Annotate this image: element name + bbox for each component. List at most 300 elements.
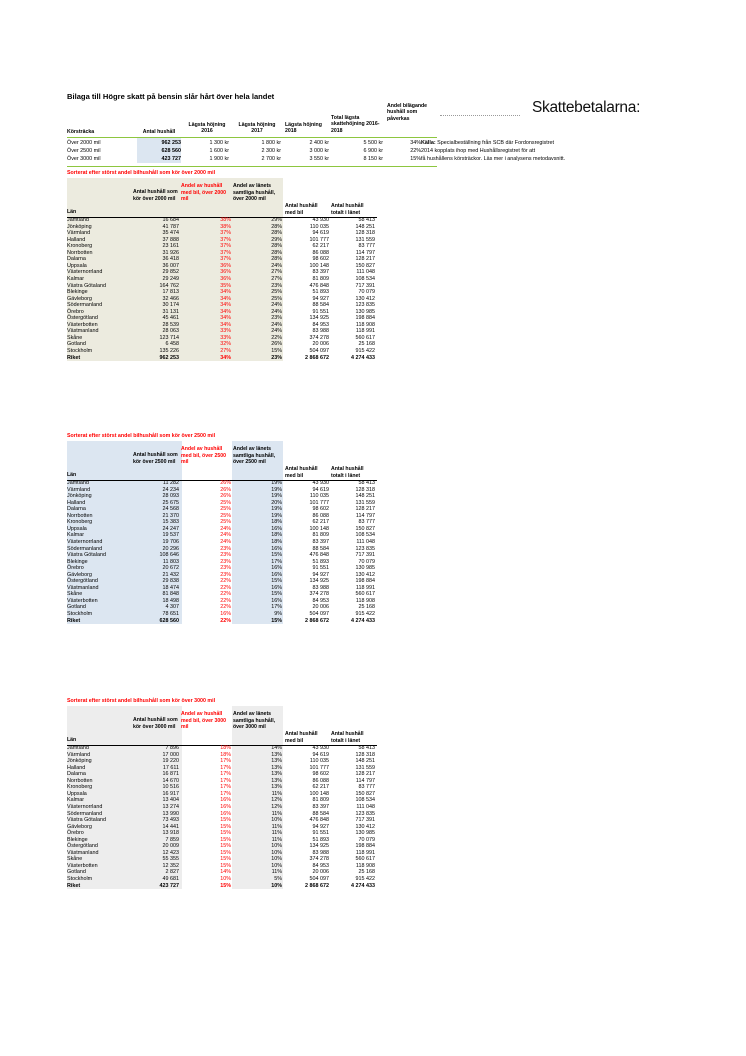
cell-andel_bil: 26% [220, 480, 231, 486]
summary-cell-total: 6 900 kr [363, 148, 383, 154]
county-row [67, 811, 387, 818]
cell-med_bil: 62 217 [312, 243, 329, 250]
section-header-andel_lan: Andel av länets samtliga hushåll, över 3000 mil [233, 711, 276, 730]
cell-lan: Gotland [67, 341, 86, 348]
source-note-label: Källa: [421, 140, 436, 146]
cell-med_bil: 86 088 [312, 512, 329, 519]
cell-antal: 20 672 [162, 565, 179, 572]
cell-andel_lan: 11% [271, 869, 282, 876]
cell-med_bil: 504 097 [309, 611, 329, 617]
cell-antal: 16 684 [162, 217, 179, 223]
cell-lan: Stockholm [67, 348, 93, 354]
cell-med_bil: 81 809 [312, 532, 329, 539]
summary-cell-h2017: 2 700 kr [261, 156, 281, 162]
cell-lan: Dalarna [67, 506, 86, 513]
cell-med_bil: 98 602 [312, 771, 329, 778]
cell-lan: Värmland [67, 751, 91, 758]
county-row [67, 804, 387, 811]
cell-andel_lan: 11% [271, 830, 282, 837]
total-row [67, 883, 387, 890]
cell-totalt: 83 777 [358, 519, 375, 526]
cell-lan: Värmland [67, 230, 91, 237]
cell-med_bil: 91 551 [312, 830, 329, 837]
cell-totalt: 148 251 [355, 758, 375, 765]
county-row [67, 519, 387, 526]
cell-antal: 28 093 [162, 493, 179, 500]
county-row [67, 837, 387, 844]
county-row [67, 791, 387, 798]
cell-antal: 7 896 [165, 745, 179, 751]
cell-andel_bil: 23% [220, 565, 231, 572]
cell-andel_lan: 25% [271, 289, 282, 296]
cell-andel_lan: 10% [271, 856, 282, 863]
cell-andel_lan: 29% [271, 236, 282, 243]
cell-med_bil: 94 619 [312, 486, 329, 493]
cell-med_bil: 51 893 [312, 289, 329, 296]
summary-cell-label: Över 3000 mil [67, 156, 101, 162]
summary-cell-andel: 15% [410, 156, 421, 162]
cell-antal: 164 762 [159, 282, 179, 289]
section-header-med_bil: Antal hushåll med bil [285, 731, 318, 744]
cell-andel_lan: 27% [271, 275, 282, 282]
summary-cell-antal: 628 560 [161, 148, 181, 154]
cell-antal: 73 493 [162, 817, 179, 824]
cell-andel_bil: 34% [220, 295, 231, 302]
cell-andel_bil: 15% [220, 836, 231, 843]
summary-row [67, 147, 437, 155]
cell-lan: Västmanland [67, 584, 99, 591]
cell-antal: 11 803 [162, 558, 179, 565]
cell-andel_bil: 17% [220, 790, 231, 797]
cell-totalt: 123 835 [355, 810, 375, 817]
cell-antal: 28 539 [162, 321, 179, 328]
cell-andel_lan: 9% [274, 611, 282, 617]
county-row [67, 217, 387, 224]
section-header-med_bil: Antal hushåll med bil [285, 466, 318, 479]
county-row [67, 328, 387, 335]
cell-med_bil: 476 848 [309, 817, 329, 824]
cell-andel_lan: 11% [271, 810, 282, 817]
cell-totalt: 118 908 [355, 321, 375, 328]
cell-lan: Halland [67, 764, 86, 771]
section-header-antal: Antal hushåll som kör över 2500 mil [133, 452, 178, 465]
cell-totalt: 83 777 [358, 784, 375, 791]
cell-med_bil: 83 988 [312, 328, 329, 335]
cell-med_bil: 91 551 [312, 308, 329, 315]
cell-andel_bil: 16% [220, 797, 231, 804]
cell-lan: Gotland [67, 604, 86, 611]
cell-andel_lan: 16% [271, 584, 282, 591]
cell-antal: 11 282 [162, 480, 179, 486]
cell-lan: Gotland [67, 869, 86, 876]
cell-lan: Östergötland [67, 578, 98, 585]
cell-lan: Uppsala [67, 790, 87, 797]
summary-cell-h2018: 3 550 kr [309, 156, 329, 162]
cell-totalt: 118 991 [355, 849, 375, 856]
cell-antal: 24 234 [162, 486, 179, 493]
cell-andel_lan: 23% [271, 315, 282, 322]
cell-andel_lan: 19% [271, 493, 282, 500]
summary-cell-h2016: 1 300 kr [209, 140, 229, 146]
skattebetalarna-logo: Skattebetalarna: [532, 99, 641, 116]
county-row [67, 765, 387, 772]
cell-lan: Gävleborg [67, 823, 92, 830]
cell-totalt: 83 777 [358, 243, 375, 250]
cell-med_bil: 94 927 [312, 823, 329, 830]
cell-totalt: 717 391 [355, 552, 375, 559]
header-korstracka: Körsträcka [67, 129, 95, 135]
cell-antal: 36 418 [162, 256, 179, 263]
cell-andel_bil: 18% [220, 745, 231, 751]
cell-med_bil: 110 035 [309, 758, 329, 765]
cell-andel_bil: 25% [220, 499, 231, 506]
county-row [67, 263, 387, 270]
section-header-totalt: Antal hushåll totalt i länet [331, 466, 364, 479]
cell-andel_bil: 14% [220, 869, 231, 876]
cell-andel_bil: 34% [220, 354, 231, 361]
cell-andel_lan: 24% [271, 262, 282, 269]
county-row [67, 335, 387, 342]
cell-andel_bil: 32% [220, 341, 231, 348]
cell-andel_lan: 12% [271, 803, 282, 810]
cell-lan: Jönköping [67, 493, 92, 500]
cell-andel_bil: 17% [220, 764, 231, 771]
county-row [67, 604, 387, 611]
section-header-lan: Län [67, 209, 77, 215]
cell-med_bil: 476 848 [309, 282, 329, 289]
cell-andel_lan: 24% [271, 328, 282, 335]
cell-andel_lan: 14% [271, 745, 282, 751]
cell-totalt: 560 617 [355, 334, 375, 341]
cell-totalt: 70 079 [358, 558, 375, 565]
cell-andel_bil: 23% [220, 545, 231, 552]
cell-totalt: 130 985 [355, 308, 375, 315]
county-row [67, 341, 387, 348]
cell-andel_bil: 24% [220, 538, 231, 545]
cell-andel_lan: 28% [271, 249, 282, 256]
summary-cell-h2016: 1 600 kr [209, 148, 229, 154]
source-note-text: 2014 kopplats ihop med Hushållsregistret för att [421, 148, 536, 154]
section-header-andel_lan: Andel av länets samtliga hushåll, över 2000 mil [233, 183, 276, 202]
cell-med_bil: 374 278 [309, 591, 329, 598]
cell-antal: 29 249 [162, 275, 179, 282]
county-row [67, 256, 387, 263]
cell-lan: Riket [67, 882, 81, 889]
county-row [67, 526, 387, 533]
cell-med_bil: 101 777 [309, 499, 329, 506]
cell-antal: 20 296 [162, 545, 179, 552]
cell-totalt: 70 079 [358, 289, 375, 296]
cell-totalt: 150 827 [355, 262, 375, 269]
cell-lan: Riket [67, 617, 81, 624]
cell-andel_lan: 15% [271, 552, 282, 559]
cell-antal: 123 714 [159, 334, 179, 341]
cell-totalt: 128 318 [355, 751, 375, 758]
county-row [67, 876, 387, 883]
cell-andel_lan: 16% [271, 565, 282, 572]
cell-andel_bil: 15% [220, 882, 231, 889]
cell-totalt: 915 422 [355, 348, 375, 354]
cell-med_bil: 20 006 [312, 869, 329, 876]
cell-totalt: 131 559 [355, 764, 375, 771]
cell-andel_lan: 23% [271, 354, 282, 361]
cell-andel_lan: 19% [271, 480, 282, 486]
source-note [421, 147, 535, 155]
cell-antal: 24 568 [162, 506, 179, 513]
section-header-lan: Län [67, 737, 77, 743]
cell-lan: Örebro [67, 565, 84, 572]
county-row [67, 843, 387, 850]
cell-med_bil: 94 619 [312, 751, 329, 758]
cell-totalt: 915 422 [355, 611, 375, 617]
cell-andel_lan: 18% [271, 532, 282, 539]
county-row [67, 578, 387, 585]
county-row [67, 745, 387, 752]
cell-antal: 41 787 [162, 223, 179, 230]
cell-totalt: 131 559 [355, 499, 375, 506]
cell-andel_lan: 5% [274, 876, 282, 882]
county-row [67, 869, 387, 876]
cell-andel_bil: 37% [220, 236, 231, 243]
cell-med_bil: 98 602 [312, 256, 329, 263]
cell-andel_lan: 19% [271, 512, 282, 519]
cell-totalt: 150 827 [355, 790, 375, 797]
county-row [67, 487, 387, 494]
cell-andel_bil: 18% [220, 751, 231, 758]
cell-andel_lan: 12% [271, 797, 282, 804]
cell-lan: Jämtland [67, 217, 89, 223]
cell-andel_bil: 34% [220, 321, 231, 328]
cell-andel_lan: 26% [271, 341, 282, 348]
cell-lan: Västerbotten [67, 321, 98, 328]
cell-med_bil: 88 584 [312, 545, 329, 552]
source-note [421, 155, 565, 163]
cell-antal: 25 675 [162, 499, 179, 506]
cell-andel_bil: 17% [220, 771, 231, 778]
cell-andel_bil: 22% [220, 617, 231, 624]
cell-totalt: 130 412 [355, 571, 375, 578]
source-note-text: Specialbeställning från SCB där Fordonsregistret [435, 140, 555, 146]
cell-totalt: 148 251 [355, 493, 375, 500]
county-row [67, 289, 387, 296]
cell-andel_bil: 15% [220, 843, 231, 850]
cell-totalt: 130 985 [355, 830, 375, 837]
county-row [67, 572, 387, 579]
cell-antal: 17 000 [162, 751, 179, 758]
cell-antal: 14 670 [162, 777, 179, 784]
cell-andel_bil: 15% [220, 849, 231, 856]
summary-header-line [67, 137, 437, 138]
sort-note: Sorterat efter störst andel bilhushåll som kör över 2000 mil [67, 170, 216, 176]
cell-med_bil: 84 953 [312, 862, 329, 869]
cell-andel_lan: 22% [271, 334, 282, 341]
cell-totalt: 111 048 [356, 269, 375, 276]
cell-lan: Norrbotten [67, 249, 93, 256]
cell-totalt: 118 908 [355, 597, 375, 604]
cell-antal: 6 458 [165, 341, 179, 348]
cell-andel_bil: 34% [220, 302, 231, 309]
county-row [67, 752, 387, 759]
cell-andel_bil: 24% [220, 532, 231, 539]
summary-row [67, 155, 437, 163]
cell-lan: Stockholm [67, 876, 93, 882]
cell-med_bil: 374 278 [309, 856, 329, 863]
cell-lan: Riket [67, 354, 81, 361]
cell-antal: 108 646 [159, 552, 179, 559]
cell-andel_bil: 38% [220, 217, 231, 223]
county-row [67, 493, 387, 500]
cell-med_bil: 100 148 [309, 790, 329, 797]
cell-lan: Skåne [67, 856, 83, 863]
cell-andel_bil: 26% [220, 486, 231, 493]
cell-lan: Blekinge [67, 836, 88, 843]
cell-med_bil: 94 927 [312, 295, 329, 302]
cell-med_bil: 83 988 [312, 849, 329, 856]
county-row [67, 230, 387, 237]
cell-totalt: 130 985 [355, 565, 375, 572]
cell-med_bil: 88 584 [312, 810, 329, 817]
cell-andel_bil: 17% [220, 777, 231, 784]
cell-totalt: 111 048 [356, 538, 375, 545]
cell-totalt: 58 413 [358, 745, 375, 751]
cell-med_bil: 504 097 [309, 348, 329, 354]
cell-med_bil: 62 217 [312, 784, 329, 791]
cell-med_bil: 110 035 [309, 493, 329, 500]
cell-antal: 628 560 [159, 617, 179, 624]
cell-lan: Norrbotten [67, 777, 93, 784]
cell-antal: 29 838 [162, 578, 179, 585]
cell-med_bil: 51 893 [312, 558, 329, 565]
cell-med_bil: 81 809 [312, 275, 329, 282]
cell-totalt: 130 412 [355, 295, 375, 302]
cell-totalt: 915 422 [355, 876, 375, 882]
cell-lan: Östergötland [67, 843, 98, 850]
cell-andel_bil: 34% [220, 315, 231, 322]
cell-andel_bil: 34% [220, 289, 231, 296]
cell-andel_lan: 24% [271, 308, 282, 315]
cell-antal: 81 848 [162, 591, 179, 598]
cell-lan: Västernorrland [67, 538, 103, 545]
sort-note: Sorterat efter störst andel bilhushåll som kör över 2500 mil [67, 433, 216, 439]
county-row [67, 243, 387, 250]
section-header-med_bil: Antal hushåll med bil [285, 203, 318, 216]
cell-lan: Kronoberg [67, 243, 93, 250]
county-row [67, 585, 387, 592]
cell-totalt: 148 251 [355, 223, 375, 230]
summary-cell-andel: 34% [410, 140, 421, 146]
county-row [67, 250, 387, 257]
cell-lan: Kronoberg [67, 519, 93, 526]
cell-lan: Halland [67, 236, 86, 243]
cell-med_bil: 100 148 [309, 262, 329, 269]
county-row [67, 784, 387, 791]
cell-andel_lan: 28% [271, 230, 282, 237]
cell-totalt: 114 797 [355, 512, 375, 519]
cell-totalt: 560 617 [355, 591, 375, 598]
cell-andel_bil: 37% [220, 249, 231, 256]
cell-andel_bil: 15% [220, 823, 231, 830]
cell-totalt: 130 412 [355, 823, 375, 830]
cell-totalt: 58 413 [358, 217, 375, 223]
cell-lan: Stockholm [67, 611, 93, 617]
cell-lan: Jämtland [67, 745, 89, 751]
cell-med_bil: 101 777 [309, 236, 329, 243]
section-header-andel_bil: Andel av hushåll med bil, över 2000 mil [181, 183, 226, 202]
summary-cell-h2017: 1 800 kr [261, 140, 281, 146]
cell-totalt: 150 827 [355, 525, 375, 532]
county-row [67, 863, 387, 870]
county-row [67, 856, 387, 863]
cell-andel_bil: 22% [220, 584, 231, 591]
cell-antal: 35 474 [162, 230, 179, 237]
cell-totalt: 25 168 [358, 341, 375, 348]
cell-med_bil: 2 868 672 [305, 617, 329, 624]
summary-cell-h2018: 2 400 kr [309, 140, 329, 146]
total-row [67, 618, 387, 625]
section-header-antal: Antal hushåll som kör över 2000 mil [133, 189, 178, 202]
cell-andel_lan: 18% [271, 519, 282, 526]
summary-cell-label: Över 2500 mil [67, 148, 101, 154]
cell-andel_bil: 24% [220, 525, 231, 532]
cell-antal: 17 813 [162, 289, 179, 296]
cell-andel_bil: 17% [220, 758, 231, 765]
cell-antal: 36 007 [162, 262, 179, 269]
cell-andel_lan: 15% [271, 348, 282, 354]
cell-totalt: 560 617 [355, 856, 375, 863]
cell-lan: Jönköping [67, 758, 92, 765]
cell-andel_lan: 15% [271, 591, 282, 598]
summary-cell-h2018: 3 000 kr [309, 148, 329, 154]
county-row [67, 539, 387, 546]
cell-totalt: 198 884 [355, 843, 375, 850]
cell-lan: Blekinge [67, 289, 88, 296]
summary-cell-total: 5 500 kr [363, 140, 383, 146]
cell-antal: 13 274 [162, 803, 179, 810]
county-row [67, 500, 387, 507]
cell-andel_lan: 13% [271, 784, 282, 791]
cell-andel_lan: 17% [271, 604, 282, 611]
page-title: Bilaga till Högre skatt på bensin slår hårt över hela landet [67, 92, 275, 101]
cell-antal: 23 161 [162, 243, 179, 250]
cell-andel_bil: 25% [220, 519, 231, 526]
cell-lan: Västerbotten [67, 597, 98, 604]
cell-andel_bil: 15% [220, 830, 231, 837]
cell-andel_lan: 13% [271, 771, 282, 778]
section-header-totalt: Antal hushåll totalt i länet [331, 731, 364, 744]
cell-lan: Kalmar [67, 532, 85, 539]
cell-andel_bil: 22% [220, 578, 231, 585]
cell-andel_lan: 17% [271, 558, 282, 565]
cell-antal: 24 247 [162, 525, 179, 532]
cell-lan: Halland [67, 499, 86, 506]
cell-andel_lan: 15% [271, 617, 282, 624]
cell-andel_bil: 16% [220, 803, 231, 810]
county-row [67, 565, 387, 572]
cell-med_bil: 94 619 [312, 230, 329, 237]
county-row [67, 771, 387, 778]
header-antal: Antal hushåll [142, 129, 176, 135]
county-row [67, 611, 387, 618]
cell-andel_lan: 10% [271, 843, 282, 850]
cell-med_bil: 98 602 [312, 506, 329, 513]
cell-totalt: 118 908 [355, 862, 375, 869]
cell-andel_lan: 13% [271, 777, 282, 784]
county-row [67, 513, 387, 520]
cell-andel_bil: 37% [220, 243, 231, 250]
cell-andel_bil: 15% [220, 856, 231, 863]
summary-bottom-line [67, 166, 437, 167]
cell-andel_lan: 25% [271, 295, 282, 302]
